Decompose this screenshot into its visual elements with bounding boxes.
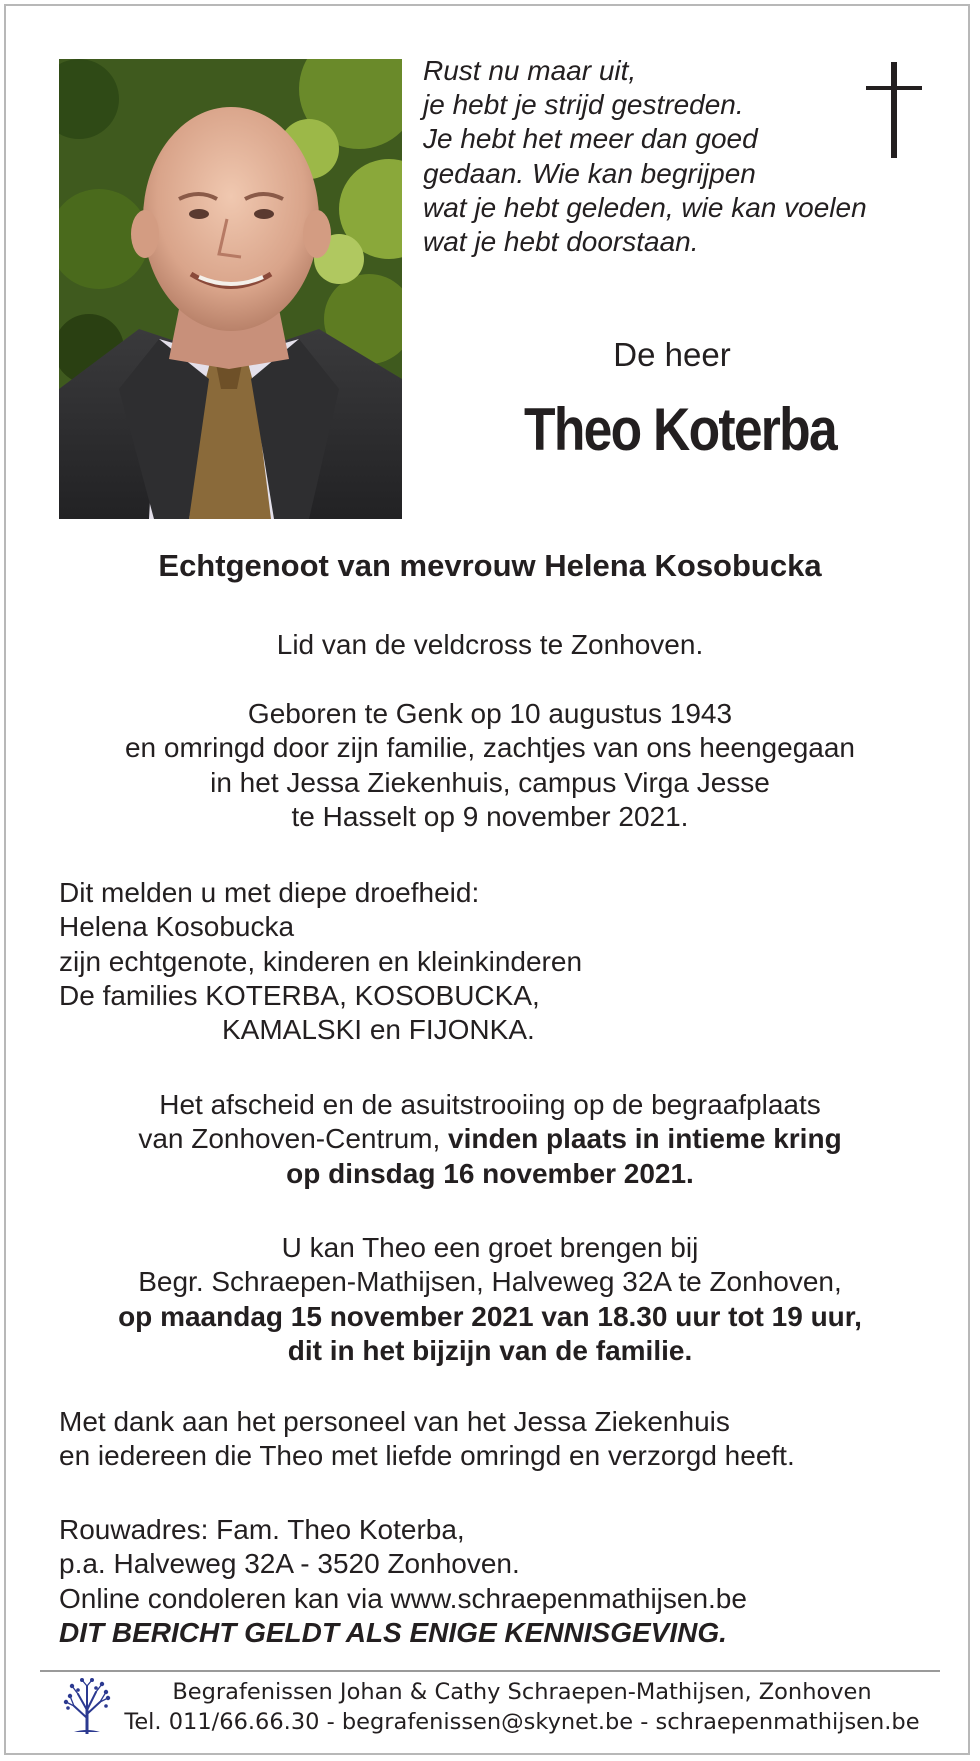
poem-line: Rust nu maar uit, (423, 55, 637, 86)
cross-icon (866, 62, 922, 158)
address-line: Online condoleren kan via www.schraepenmathijsen.be (59, 1582, 747, 1614)
announcement-line: Helena Kosobucka (59, 911, 295, 943)
funeral-home-footer (122, 1677, 922, 1737)
greeting-block (40, 1231, 940, 1368)
farewell-line: Het afscheid en de asuitstrooiing op de begraafplaats (159, 1089, 821, 1120)
address-block (59, 1513, 939, 1650)
tree-logo-icon (60, 1678, 114, 1734)
birth-death-block (40, 697, 940, 834)
thanks-line: Met dank aan het personeel van het Jessa Ziekenhuis (59, 1406, 730, 1437)
farewell-date: op dinsdag 16 november 2021. (286, 1157, 694, 1189)
birth-death-line: Geboren te Genk op 10 augustus 1943 (247, 698, 733, 729)
poem-line: Je hebt het meer dan goed (423, 123, 758, 155)
poem-line: je hebt je strijd gestreden. (423, 89, 744, 121)
farewell-block (40, 1088, 940, 1191)
farewell-text: van Zonhoven-Centrum, (138, 1123, 449, 1155)
poem-line: gedaan. Wie kan begrijpen (423, 157, 756, 189)
birth-death-line: te Hasselt op 9 november 2021. (291, 800, 689, 832)
farewell-text-bold: vinden plaats in intieme kring (448, 1123, 842, 1155)
announcement-line: De families KOTERBA, KOSOBUCKA, (59, 979, 540, 1011)
greeting-family: dit in het bijzijn van de familie. (287, 1334, 693, 1366)
announcement-line: KAMALSKI en FIJONKA. (222, 1014, 535, 1046)
poem-line: wat je hebt doorstaan. (423, 226, 699, 258)
portrait-photo (59, 59, 402, 519)
greeting-date: op maandag 15 november 2021 van 18.30 uur tot 19 uur, (118, 1300, 862, 1332)
funeral-home-contact: Tel. 011/66.66.30 - begrafenissen@skynet.be - schraepenmathijsen.be (124, 1709, 920, 1735)
poem (423, 54, 943, 259)
honorific: De heer (613, 336, 731, 373)
thanks-block (59, 1405, 939, 1474)
announcement-block (59, 876, 939, 1047)
deceased-name: Theo Koterba (524, 396, 836, 463)
funeral-home-name: Begrafenissen Johan & Cathy Schraepen-Mathijsen, Zonhoven (172, 1679, 872, 1705)
poem-line: wat je hebt geleden, wie kan voelen (423, 191, 867, 223)
greeting-line: U kan Theo een groet brengen bij (281, 1232, 699, 1263)
birth-death-line: in het Jessa Ziekenhuis, campus Virga Jesse (210, 766, 770, 798)
footer-divider (40, 1670, 940, 1672)
birth-death-line: en omringd door zijn familie, zachtjes van ons heengegaan (124, 732, 855, 764)
announcement-line: Dit melden u met diepe droefheid: (59, 877, 480, 908)
member-line: Lid van de veldcross te Zonhoven. (276, 629, 704, 660)
greeting-line: Begr. Schraepen-Mathijsen, Halveweg 32A te Zonhoven, (138, 1266, 842, 1298)
farewell-line (40, 1122, 940, 1156)
spouse-line: Echtgenoot van mevrouw Helena Kosobucka (158, 548, 822, 583)
thanks-line: en iedereen die Theo met liefde omringd en verzorgd heeft. (59, 1440, 795, 1472)
announcement-line: zijn echtgenote, kinderen en kleinkinderen (59, 945, 583, 977)
address-line: p.a. Halveweg 32A - 3520 Zonhoven. (59, 1548, 520, 1580)
address-line: Rouwadres: Fam. Theo Koterba, (59, 1514, 465, 1545)
final-notice: DIT BERICHT GELDT ALS ENIGE KENNISGEVING. (59, 1616, 727, 1648)
